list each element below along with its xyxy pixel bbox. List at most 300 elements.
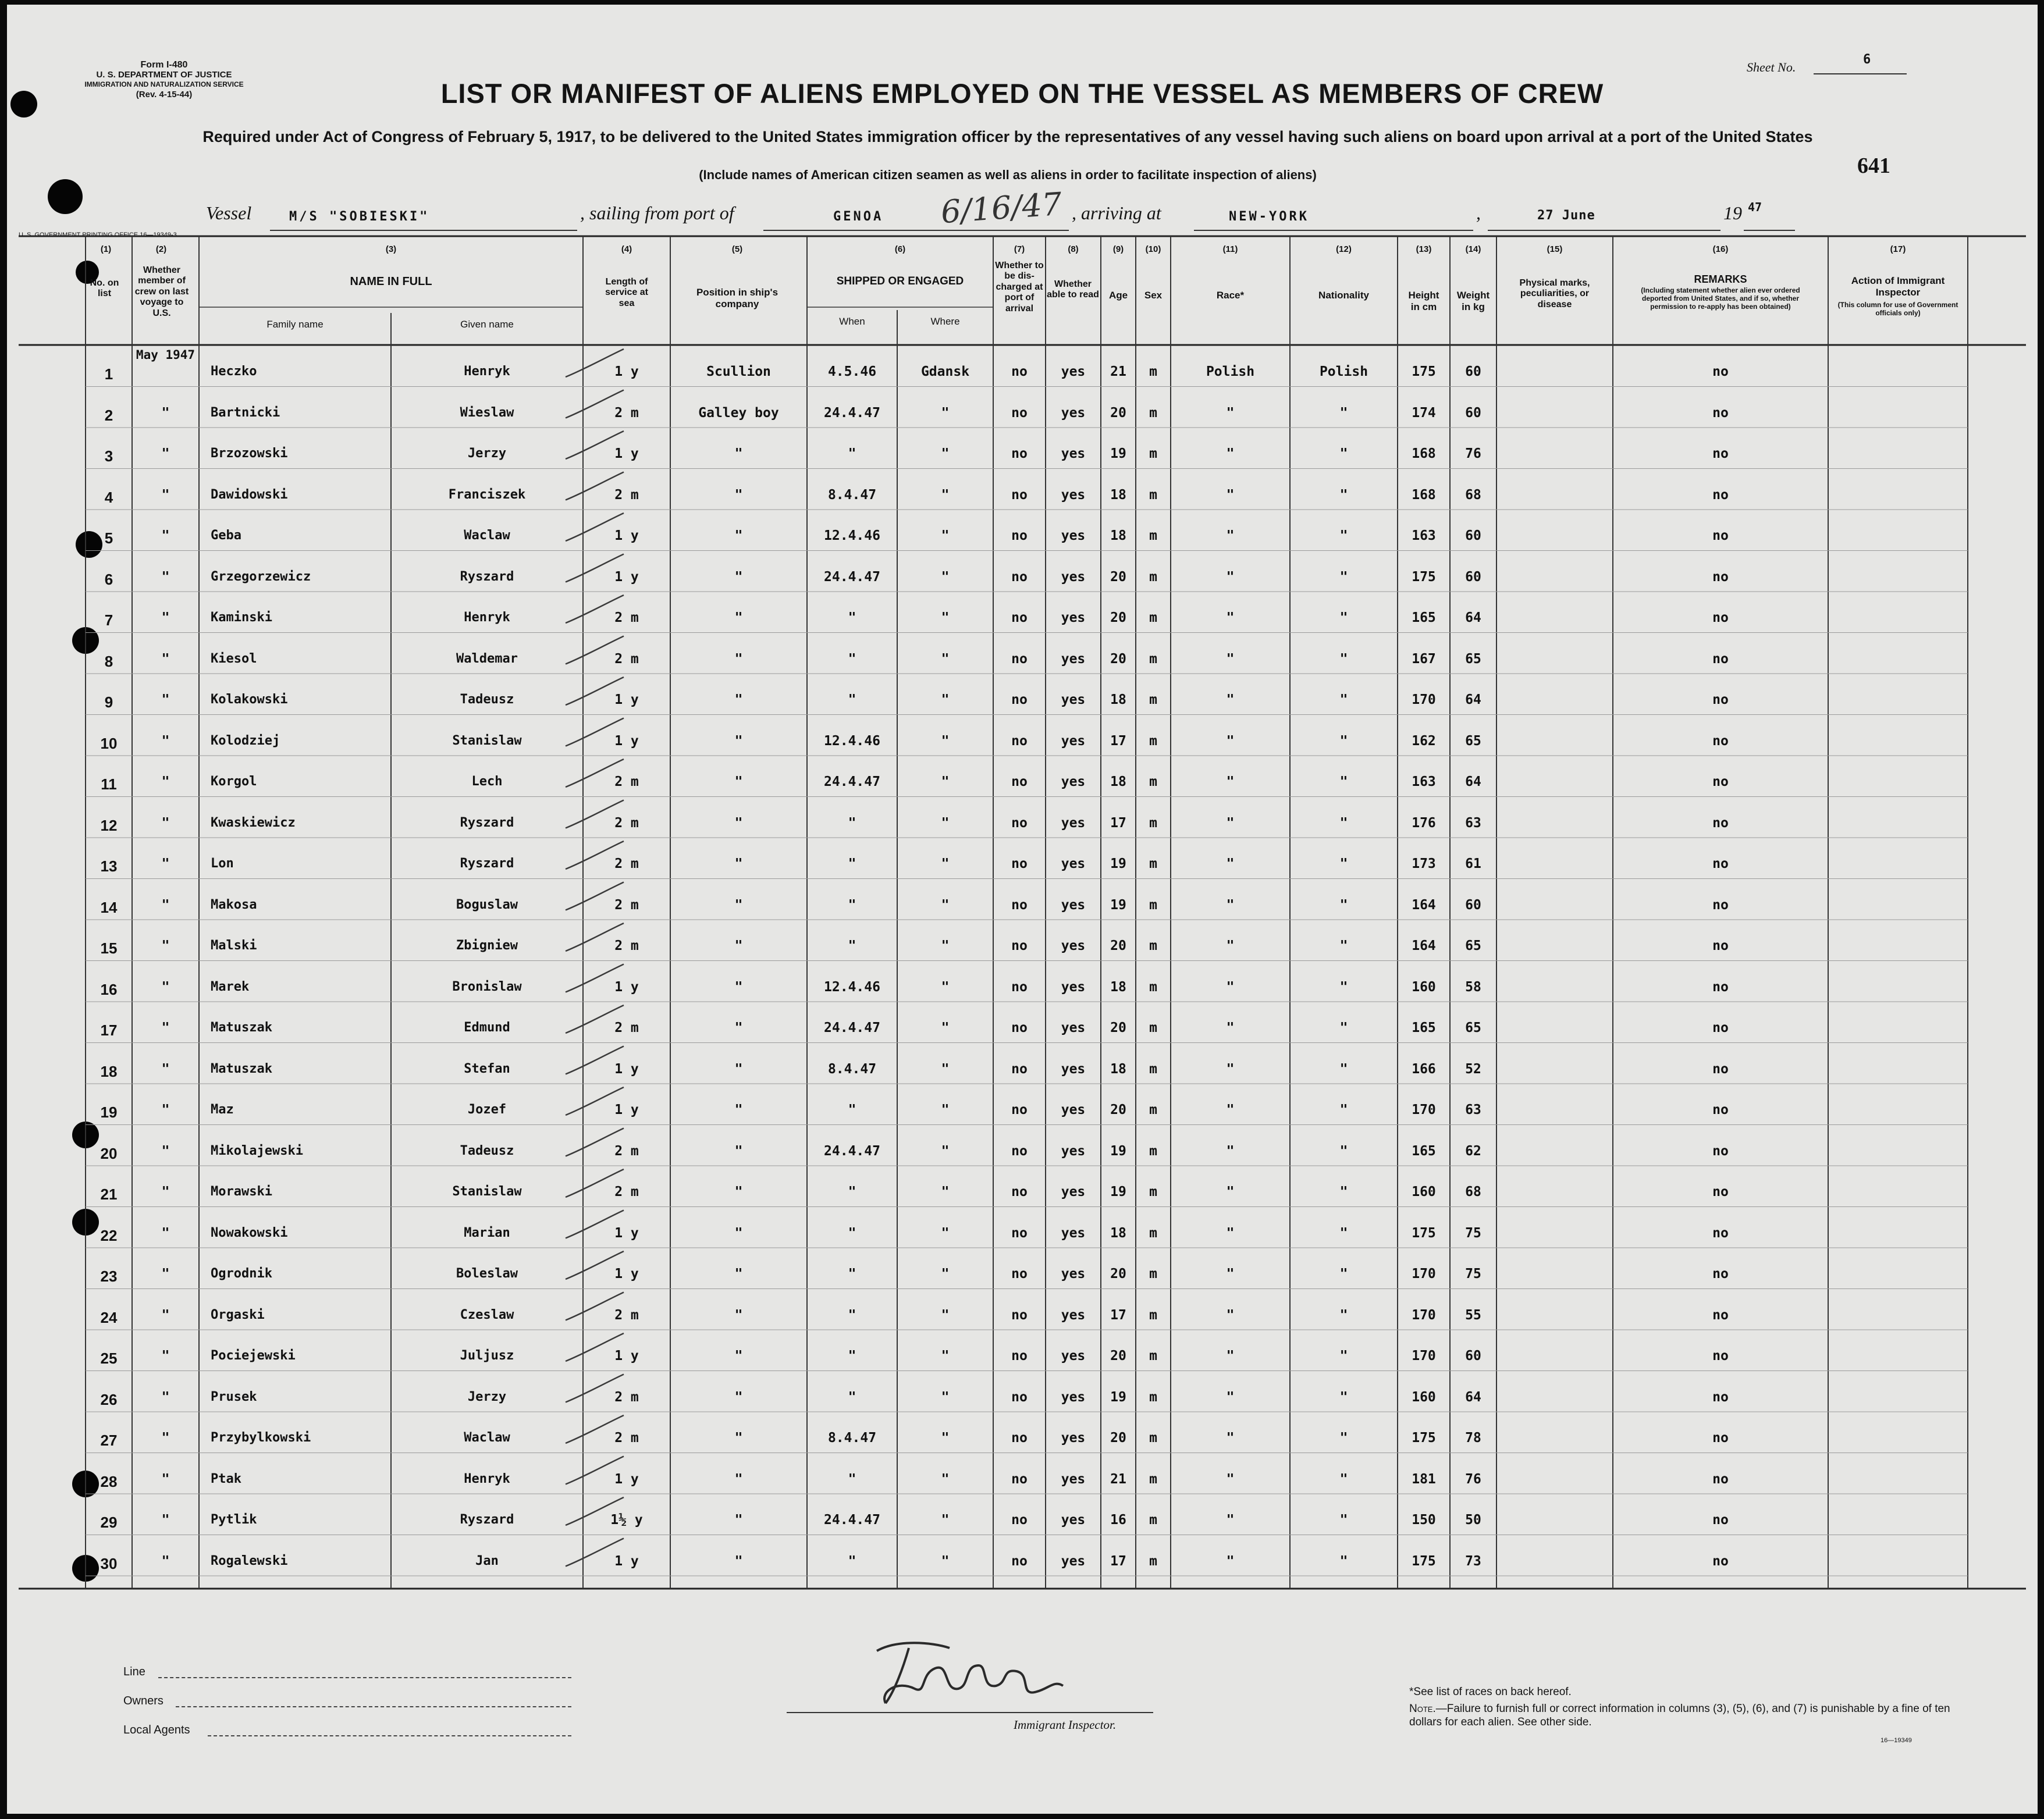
cell-position: " (734, 446, 743, 461)
cell-when: " (848, 1348, 856, 1364)
cell-height: 160 (1412, 1184, 1436, 1199)
cell-position: Galley boy (698, 405, 779, 421)
col17-label: Action of Immigrant Inspector (1851, 275, 1945, 298)
cell-remarks: no (1712, 1553, 1729, 1569)
cell-no: 2 (104, 406, 113, 424)
cell-last: " (161, 979, 170, 995)
cell-race: " (1226, 1471, 1235, 1487)
cell-age: 19 (1110, 446, 1126, 461)
cell-nationality: " (1339, 1184, 1348, 1199)
cell-where: " (941, 1430, 950, 1446)
cell-given: Ryszard (460, 569, 514, 584)
cell-nationality: " (1339, 815, 1348, 831)
cell-nationality: " (1339, 1143, 1348, 1159)
cell-read: yes (1061, 610, 1086, 625)
cell-read: yes (1061, 1553, 1086, 1569)
cell-nationality: " (1339, 733, 1348, 749)
cell-given: Zbigniew (456, 938, 518, 953)
cell-family: Geba (211, 528, 241, 543)
cell-when: 24.4.47 (824, 1020, 880, 1035)
cell-age: 19 (1110, 1389, 1126, 1405)
cell-no: 8 (104, 652, 113, 670)
cell-when: 24.4.47 (824, 569, 880, 585)
cell-nationality: " (1339, 569, 1348, 585)
cell-no: 3 (104, 447, 113, 465)
cell-where: " (941, 897, 950, 913)
cell-no: 7 (104, 611, 113, 629)
cell-age: 17 (1110, 733, 1126, 749)
cell-sex: m (1149, 1184, 1157, 1199)
cell-race: " (1226, 897, 1235, 913)
cell-where: " (941, 1348, 950, 1364)
cell-height: 167 (1412, 651, 1436, 667)
cell-given: Jozef (467, 1102, 507, 1117)
cell-read: yes (1061, 1471, 1086, 1487)
cell-remarks: no (1712, 774, 1729, 789)
cell-weight: 75 (1465, 1225, 1481, 1241)
cell-service: 1 y (614, 979, 639, 995)
cell-race: " (1226, 1553, 1235, 1569)
cell-age: 17 (1110, 1307, 1126, 1323)
cell-family: Ptak (211, 1471, 241, 1486)
cell-no: 1 (104, 365, 113, 383)
cell-race: " (1226, 487, 1235, 503)
cell-no: 30 (100, 1554, 118, 1572)
cell-service: 1 y (614, 1061, 639, 1077)
cell-given: Boguslaw (456, 897, 518, 912)
cell-sex: m (1149, 938, 1157, 953)
cell-weight: 50 (1465, 1512, 1481, 1528)
cell-discharge: no (1011, 938, 1028, 953)
cell-when: " (848, 1225, 856, 1241)
cell-family: Heczko (211, 364, 257, 379)
cell-last: " (161, 1102, 170, 1117)
cell-age: 18 (1110, 487, 1126, 503)
cell-last: " (161, 651, 170, 667)
cell-when: 4.5.46 (827, 364, 877, 379)
cell-remarks: no (1712, 897, 1729, 913)
cell-weight: 78 (1465, 1430, 1481, 1446)
cell-race: " (1226, 1307, 1235, 1323)
cell-given: Jerzy (467, 446, 507, 461)
cell-service: 1 y (614, 733, 639, 749)
cell-where: " (941, 446, 950, 461)
cell-when: 12.4.46 (824, 528, 880, 543)
cell-where: " (941, 1307, 950, 1323)
cell-weight: 58 (1465, 979, 1481, 995)
cell-read: yes (1061, 897, 1086, 913)
cell-where: " (941, 733, 950, 749)
cell-read: yes (1061, 733, 1086, 749)
cell-sex: m (1149, 1020, 1157, 1035)
vessel-label: Vessel (206, 202, 252, 223)
cell-discharge: no (1011, 1512, 1028, 1528)
col10-label: Sex (1144, 290, 1163, 301)
cell-remarks: no (1712, 1471, 1729, 1487)
col9-label: Age (1108, 290, 1128, 301)
cell-remarks: no (1712, 938, 1729, 953)
cell-service: 2 m (614, 405, 639, 421)
handwritten-date: 6/16/47 (940, 185, 1064, 231)
cell-position: " (734, 610, 743, 625)
cell-service: 1 y (614, 1266, 639, 1282)
cell-when: 12.4.46 (824, 979, 880, 995)
cell-sex: m (1149, 487, 1157, 503)
page-title: LIST OR MANIFEST OF ALIENS EMPLOYED ON THE VESSEL AS MEMBERS OF CREW (440, 78, 1604, 109)
cell-family: Dawidowski (211, 487, 288, 502)
comma-sep: , (1476, 202, 1481, 223)
cell-no: 11 (101, 775, 117, 793)
cell-nationality: " (1339, 1512, 1348, 1528)
cell-service: 2 m (614, 815, 639, 831)
cell-read: yes (1061, 979, 1086, 995)
cell-when: " (848, 651, 856, 667)
cell-nationality: " (1339, 446, 1348, 461)
cell-remarks: no (1712, 405, 1729, 421)
note-label: Note. (1409, 1703, 1436, 1715)
cell-race: " (1226, 1184, 1235, 1199)
cell-family: Malski (211, 938, 257, 953)
cell-height: 168 (1412, 446, 1436, 461)
cell-remarks: no (1712, 1512, 1729, 1528)
col13-label: Height in cm (1408, 290, 1439, 312)
cell-weight: 65 (1465, 1020, 1481, 1035)
cell-given: Henryk (464, 1471, 510, 1486)
cell-no: 13 (100, 857, 118, 875)
cell-where: " (941, 651, 950, 667)
race-note: *See list of races on back hereof. (1409, 1686, 1572, 1698)
cell-sex: m (1149, 692, 1157, 707)
cell-height: 160 (1412, 979, 1436, 995)
cell-weight: 65 (1465, 733, 1481, 749)
cell-remarks: no (1712, 733, 1729, 749)
col14-num: (14) (1465, 244, 1481, 254)
cell-family: Pociejewski (211, 1348, 296, 1363)
cell-given: Stefan (464, 1061, 510, 1076)
cell-discharge: no (1011, 733, 1028, 749)
cell-nationality: Polish (1319, 364, 1368, 379)
cell-family: Kolakowski (211, 692, 288, 707)
cell-position: " (734, 979, 743, 995)
cell-family: Morawski (211, 1184, 272, 1199)
cell-where: " (941, 938, 950, 953)
cell-last: " (161, 1061, 170, 1077)
cell-nationality: " (1339, 856, 1348, 871)
cell-given: Lech (471, 774, 503, 789)
cell-sex: m (1149, 1348, 1157, 1364)
inspector-line (787, 1712, 1153, 1713)
cell-service: 2 m (614, 651, 639, 667)
col8-num: (8) (1068, 244, 1079, 254)
cell-given: Stanislaw (452, 1184, 522, 1199)
cell-given: Waclaw (464, 528, 510, 543)
cell-discharge: no (1011, 1266, 1028, 1282)
cell-last: " (161, 1512, 170, 1528)
owners-field (176, 1706, 571, 1707)
cell-race: " (1226, 733, 1235, 749)
cell-sex: m (1149, 1430, 1157, 1446)
cell-position: " (734, 569, 743, 585)
cell-position: " (734, 1266, 743, 1282)
cell-position: " (734, 1143, 743, 1159)
cell-discharge: no (1011, 1389, 1028, 1405)
year-prefix: 19 (1723, 202, 1742, 223)
cell-nationality: " (1339, 487, 1348, 503)
cell-last: " (161, 1184, 170, 1199)
cell-given: Boleslaw (456, 1266, 518, 1281)
cell-discharge: no (1011, 774, 1028, 789)
cell-no: 19 (100, 1103, 118, 1121)
cell-height: 163 (1412, 528, 1436, 543)
cell-sex: m (1149, 979, 1157, 995)
cell-no: 25 (100, 1350, 118, 1367)
cell-age: 18 (1110, 692, 1126, 707)
cell-race: " (1226, 774, 1235, 789)
cell-when: " (848, 692, 856, 707)
inspector-label: Immigrant Inspector. (1014, 1718, 1117, 1732)
cell-nationality: " (1339, 1389, 1348, 1405)
cell-family: Prusek (211, 1389, 257, 1404)
cell-last: " (161, 1143, 170, 1159)
cell-race: " (1226, 1143, 1235, 1159)
cell-weight: 63 (1465, 815, 1481, 831)
cell-read: yes (1061, 1143, 1086, 1159)
cell-sex: m (1149, 1061, 1157, 1077)
cell-discharge: no (1011, 651, 1028, 667)
cell-discharge: no (1011, 364, 1028, 379)
cell-where: " (941, 1471, 950, 1487)
cell-read: yes (1061, 364, 1086, 379)
cell-family: Korgol (211, 774, 257, 789)
cell-service: 2 m (614, 487, 639, 503)
cell-age: 20 (1110, 1348, 1126, 1364)
cell-no: 16 (100, 980, 118, 998)
cell-read: yes (1061, 1348, 1086, 1364)
cell-race: " (1226, 528, 1235, 543)
cell-family: Rogalewski (211, 1553, 288, 1568)
cell-where: " (941, 528, 950, 543)
cell-family: Przybylkowski (211, 1430, 311, 1445)
cell-weight: 68 (1465, 1184, 1481, 1199)
cell-last: " (161, 405, 170, 421)
cell-remarks: no (1712, 610, 1729, 625)
cell-remarks: no (1712, 1430, 1729, 1446)
cell-weight: 55 (1465, 1307, 1481, 1323)
cell-family: Kiesol (211, 651, 257, 666)
col12-label: Nationality (1318, 290, 1369, 301)
cell-height: 165 (1412, 610, 1436, 625)
cell-when: 8.4.47 (827, 1430, 877, 1446)
cell-where: " (941, 487, 950, 503)
cell-sex: m (1149, 446, 1157, 461)
cell-height: 164 (1412, 897, 1436, 913)
cell-sex: m (1149, 1143, 1157, 1159)
cell-age: 20 (1110, 569, 1126, 585)
cell-given: Juljusz (460, 1348, 514, 1363)
inspector-signature (862, 1633, 1078, 1715)
cell-no: 28 (100, 1472, 118, 1490)
cell-where: " (941, 692, 950, 707)
cell-race: " (1226, 1266, 1235, 1282)
cell-read: yes (1061, 487, 1086, 503)
cell-where: " (941, 610, 950, 625)
cell-given: Stanislaw (452, 733, 522, 748)
cell-no: 22 (100, 1226, 118, 1244)
cell-weight: 64 (1465, 774, 1481, 789)
cell-remarks: no (1712, 1143, 1729, 1159)
cell-read: yes (1061, 856, 1086, 871)
cell-sex: m (1149, 569, 1157, 585)
cell-when: 24.4.47 (824, 1512, 880, 1528)
cell-when: " (848, 815, 856, 831)
cell-discharge: no (1011, 1307, 1028, 1323)
cell-read: yes (1061, 938, 1086, 953)
col2-label: Whether member of crew on last voyage to U.S. (134, 265, 189, 318)
note-text: —Failure to furnish full or correct information in columns (3), (5), (6), and (7) is punishable by a fine of ten dollars for each alien. See other side. (1409, 1703, 1950, 1728)
cell-discharge: no (1011, 815, 1028, 831)
cell-where: " (941, 405, 950, 421)
cell-nationality: " (1339, 1553, 1348, 1569)
cell-discharge: no (1011, 569, 1028, 585)
cell-when: 12.4.46 (824, 733, 880, 749)
cell-race: " (1226, 1102, 1235, 1117)
cell-family: Mikolajewski (211, 1143, 303, 1158)
cell-where: " (941, 1143, 950, 1159)
cell-age: 17 (1110, 815, 1126, 831)
cell-weight: 61 (1465, 856, 1481, 871)
cell-family: Marek (211, 979, 250, 994)
cell-position: " (734, 1184, 743, 1199)
cell-family: Kwaskiewicz (211, 815, 296, 830)
cell-height: 163 (1412, 774, 1436, 789)
cell-read: yes (1061, 528, 1086, 543)
cell-read: yes (1061, 405, 1086, 421)
cell-where: " (941, 1266, 950, 1282)
cell-family: Bartnicki (211, 405, 280, 420)
port-from: GENOA (833, 209, 884, 224)
cell-race: " (1226, 1061, 1235, 1077)
cell-sex: m (1149, 610, 1157, 625)
cell-discharge: no (1011, 405, 1028, 421)
cell-service: 1 y (614, 1348, 639, 1364)
cell-nationality: " (1339, 1430, 1348, 1446)
cell-age: 20 (1110, 938, 1126, 953)
cell-last: " (161, 1348, 170, 1364)
cell-last: " (161, 569, 170, 585)
cell-remarks: no (1712, 1020, 1729, 1035)
cell-where: " (941, 1553, 950, 1569)
cell-remarks: no (1712, 1102, 1729, 1117)
col1-label: No. on list (90, 278, 119, 299)
cell-position: " (734, 897, 743, 913)
cell-service: 2 m (614, 1143, 639, 1159)
cell-when: 24.4.47 (824, 405, 880, 421)
cell-position: " (734, 1471, 743, 1487)
cell-age: 20 (1110, 651, 1126, 667)
cell-remarks: no (1712, 364, 1729, 379)
cell-race: " (1226, 938, 1235, 953)
cell-read: yes (1061, 1266, 1086, 1282)
cell-no: 27 (100, 1432, 118, 1449)
cell-family: Matuszak (211, 1020, 272, 1035)
cell-position: " (734, 938, 743, 953)
cell-given: Henryk (464, 610, 510, 625)
cell-race: " (1226, 1430, 1235, 1446)
cell-nationality: " (1339, 1348, 1348, 1364)
cell-age: 19 (1110, 1184, 1126, 1199)
cell-when: " (848, 446, 856, 461)
cell-remarks: no (1712, 1389, 1729, 1405)
cell-age: 20 (1110, 610, 1126, 625)
cell-position: " (734, 692, 743, 707)
cell-read: yes (1061, 1389, 1086, 1405)
cell-given: Edmund (464, 1020, 510, 1035)
cell-family: Kolodziej (211, 733, 280, 748)
cell-discharge: no (1011, 1143, 1028, 1159)
cell-weight: 62 (1465, 1143, 1481, 1159)
cell-when: " (848, 610, 856, 625)
cell-given: Marian (464, 1225, 510, 1240)
col6-num: (6) (894, 244, 906, 254)
arriving-label: , arriving at (1072, 202, 1161, 223)
cell-given: Jerzy (467, 1389, 507, 1404)
cell-height: 164 (1412, 938, 1436, 953)
arrival-date: 27 June (1537, 208, 1595, 223)
cell-discharge: no (1011, 1061, 1028, 1077)
cell-discharge: no (1011, 1348, 1028, 1364)
cell-race: " (1226, 692, 1235, 707)
cell-family: Grzegorzewicz (211, 569, 311, 584)
cell-height: 175 (1412, 569, 1436, 585)
cell-no: 6 (104, 570, 113, 588)
cell-remarks: no (1712, 1225, 1729, 1241)
cell-height: 150 (1412, 1512, 1436, 1528)
cell-no: 18 (100, 1062, 118, 1080)
col5-label: Position in ship's company (696, 287, 779, 309)
cell-age: 18 (1110, 1061, 1126, 1077)
cell-service: 2 m (614, 1020, 639, 1035)
cell-remarks: no (1712, 569, 1729, 585)
cell-service: 2 m (614, 1307, 639, 1323)
col15-num: (15) (1547, 244, 1563, 254)
cell-family: Brzozowski (211, 446, 288, 461)
cell-family: Pytlik (211, 1512, 257, 1527)
cell-age: 18 (1110, 528, 1126, 543)
cell-where: " (941, 856, 950, 871)
cell-discharge: no (1011, 528, 1028, 543)
department: U. S. DEPARTMENT OF JUSTICE (96, 70, 232, 80)
col11-num: (11) (1222, 244, 1238, 254)
cell-remarks: no (1712, 979, 1729, 995)
cell-no: 9 (104, 693, 113, 711)
cell-service: 2 m (614, 774, 639, 789)
serial-number: 641 (1857, 154, 1890, 178)
cell-read: yes (1061, 692, 1086, 707)
cell-last: " (161, 1389, 170, 1405)
col5-num: (5) (731, 244, 743, 254)
cell-position: Scullion (706, 364, 771, 379)
cell-given: Waldemar (456, 651, 518, 666)
cell-position: " (734, 528, 743, 543)
cell-age: 19 (1110, 897, 1126, 913)
col11-label: Race* (1216, 290, 1245, 301)
cell-discharge: no (1011, 446, 1028, 461)
cell-height: 175 (1412, 1553, 1436, 1569)
cell-sex: m (1149, 1307, 1157, 1323)
sheet-no-label: Sheet No. (1747, 60, 1796, 74)
cell-sex: m (1149, 1471, 1157, 1487)
cell-service: 2 m (614, 1184, 639, 1199)
